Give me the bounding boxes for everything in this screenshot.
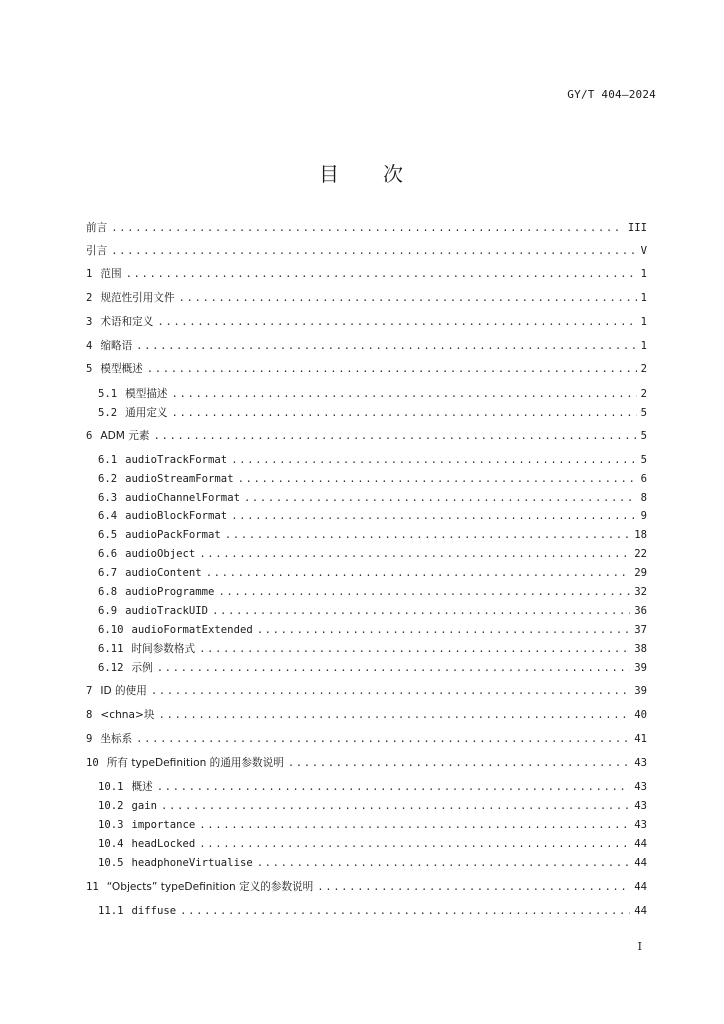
toc-number: 1: [86, 268, 93, 280]
toc-leader-dots: [147, 361, 637, 377]
toc-label: audioFormatExtended: [131, 624, 253, 636]
toc-leader-dots: [111, 220, 624, 236]
toc-page-number: 2: [640, 363, 647, 375]
toc-page-number: 36: [634, 605, 647, 617]
toc-page-number: 39: [634, 685, 647, 697]
toc-leader-dots: [231, 508, 636, 524]
toc-number: 6.8: [98, 586, 118, 598]
toc-entry[interactable]: [98, 836, 647, 852]
toc-page-number: 1: [640, 292, 647, 304]
toc-page-number: 44: [634, 857, 647, 869]
toc-page-number: 1: [640, 268, 647, 280]
toc-leader-dots: [288, 755, 630, 771]
toc-entry[interactable]: [98, 471, 647, 487]
toc-page-number: V: [640, 245, 647, 257]
toc-number: 6: [86, 430, 93, 442]
toc-number: 11.1: [98, 905, 124, 917]
toc-label: audioBlockFormat: [125, 510, 228, 522]
toc-page-number: 22: [634, 548, 647, 560]
toc-entry[interactable]: [98, 584, 647, 600]
toc-label: importance: [131, 819, 196, 831]
toc-page-number: 5: [640, 454, 647, 466]
toc-leader-dots: [199, 546, 630, 562]
toc-leader-dots: [136, 338, 636, 354]
toc-label: 模型概述: [100, 363, 143, 375]
toc-number: 11: [86, 881, 99, 893]
toc-number: 6.11: [98, 643, 124, 655]
toc-entry[interactable]: [98, 527, 647, 543]
toc-label: 缩略语: [100, 340, 133, 352]
toc-entry[interactable]: [98, 508, 647, 524]
toc-entry[interactable]: [86, 683, 647, 699]
toc-number: 5.1: [98, 388, 118, 400]
toc-number: 9: [86, 733, 93, 745]
toc-number: 6.2: [98, 473, 118, 485]
toc-number: 10.2: [98, 800, 124, 812]
toc-label: 时间参数格式: [131, 643, 196, 655]
toc-leader-dots: [157, 660, 631, 676]
toc-leader-dots: [154, 428, 637, 444]
toc-page-number: III: [627, 222, 647, 234]
toc-entry[interactable]: [98, 565, 647, 581]
toc-leader-dots: [225, 527, 630, 543]
toc-number: 10.4: [98, 838, 124, 850]
title-char-2: 次: [383, 162, 405, 186]
toc-number: 7: [86, 685, 93, 697]
toc-label: 前言: [86, 222, 108, 234]
toc-leader-dots: [218, 584, 630, 600]
toc-entry[interactable]: [98, 490, 647, 506]
toc-label: 所有 typeDefinition 的通用参数说明: [106, 757, 284, 769]
toc-page-number: 6: [640, 473, 647, 485]
toc-page-number: 39: [634, 662, 647, 674]
toc-label: 概述: [131, 781, 153, 793]
toc-page-number: 5: [640, 407, 647, 419]
page-title: [0, 158, 724, 187]
toc-entry[interactable]: [98, 798, 647, 814]
toc-number: 6.3: [98, 492, 118, 504]
toc-number: 6.9: [98, 605, 118, 617]
toc-leader-dots: [257, 855, 631, 871]
toc-label: 规范性引用文件: [100, 292, 175, 304]
toc-leader-dots: [238, 471, 637, 487]
toc-leader-dots: [199, 817, 630, 833]
toc-leader-dots: [157, 779, 631, 795]
toc-page-number: 9: [640, 510, 647, 522]
toc-leader-dots: [199, 836, 630, 852]
toc-entry[interactable]: [98, 622, 647, 638]
toc-page-number: 1: [640, 316, 647, 328]
toc-label: 范围: [100, 268, 122, 280]
toc-label: headphoneVirtualise: [131, 857, 253, 869]
toc-number: 8: [86, 709, 93, 721]
toc-leader-dots: [158, 707, 630, 723]
toc-leader-dots: [244, 490, 637, 506]
toc-label: <chna>块: [100, 709, 155, 721]
toc-number: 6.12: [98, 662, 124, 674]
toc-entry[interactable]: [86, 755, 647, 771]
toc-label: audioPackFormat: [125, 529, 221, 541]
toc-entry[interactable]: [86, 243, 647, 259]
toc-number: 10.1: [98, 781, 124, 793]
toc-page-number: 43: [634, 819, 647, 831]
page-number: I: [637, 940, 642, 953]
toc-label: audioTrackFormat: [125, 454, 228, 466]
toc-number: 10: [86, 757, 99, 769]
toc-number: 3: [86, 316, 93, 328]
toc-page-number: 29: [634, 567, 647, 579]
toc-number: 10.3: [98, 819, 124, 831]
toc-label: ADM 元素: [100, 430, 150, 442]
toc-leader-dots: [199, 641, 630, 657]
toc-entry[interactable]: [86, 879, 647, 895]
toc-page-number: 1: [640, 340, 647, 352]
toc-leader-dots: [257, 622, 631, 638]
toc-entry[interactable]: [98, 903, 647, 919]
toc-label: 引言: [86, 245, 108, 257]
standard-code: GY/T 404—2024: [567, 88, 656, 101]
toc-entry[interactable]: [98, 452, 647, 468]
toc-label: 示例: [131, 662, 153, 674]
toc-entry[interactable]: [98, 603, 647, 619]
toc-number: 6.5: [98, 529, 118, 541]
toc-label: audioChannelFormat: [125, 492, 240, 504]
toc-label: audioObject: [125, 548, 196, 560]
toc-entry[interactable]: [86, 314, 647, 330]
toc-entry[interactable]: [98, 779, 647, 795]
toc-number: 5.2: [98, 407, 118, 419]
toc-page-number: 37: [634, 624, 647, 636]
toc-label: 术语和定义: [100, 316, 154, 328]
toc-page-number: 43: [634, 781, 647, 793]
toc-leader-dots: [212, 603, 630, 619]
toc-label: audioTrackUID: [125, 605, 209, 617]
toc-number: 2: [86, 292, 93, 304]
toc-leader-dots: [317, 879, 630, 895]
toc-label: “Objects” typeDefinition 定义的参数说明: [106, 881, 314, 893]
toc-number: 6.4: [98, 510, 118, 522]
toc-leader-dots: [172, 405, 637, 421]
toc-page-number: 32: [634, 586, 647, 598]
toc-leader-dots: [126, 266, 637, 282]
toc-number: 10.5: [98, 857, 124, 869]
toc-entry[interactable]: [86, 338, 647, 354]
toc-entry[interactable]: [98, 817, 647, 833]
toc-entry[interactable]: [86, 220, 647, 236]
toc-leader-dots: [157, 314, 636, 330]
toc-number: 5: [86, 363, 93, 375]
toc-number: 6.6: [98, 548, 118, 560]
toc-page-number: 5: [640, 430, 647, 442]
toc-leader-dots: [136, 731, 630, 747]
toc-leader-dots: [161, 798, 630, 814]
toc-entry[interactable]: [86, 266, 647, 282]
toc-entry[interactable]: [86, 290, 647, 306]
toc-entry[interactable]: [98, 855, 647, 871]
toc-label: diffuse: [131, 905, 177, 917]
toc-label: 坐标系: [100, 733, 133, 745]
toc-page-number: 8: [640, 492, 647, 504]
toc-page-number: 44: [634, 905, 647, 917]
toc-page-number: 41: [634, 733, 647, 745]
toc-label: audioStreamFormat: [125, 473, 234, 485]
title-char-1: 目: [319, 162, 341, 186]
toc-entry[interactable]: [98, 405, 647, 421]
toc-page-number: 38: [634, 643, 647, 655]
toc-leader-dots: [231, 452, 636, 468]
toc-entry[interactable]: [86, 707, 647, 723]
toc-entry[interactable]: [86, 731, 647, 747]
toc-label: gain: [131, 800, 158, 812]
toc-label: 通用定义: [125, 407, 168, 419]
toc-entry[interactable]: [86, 361, 647, 377]
toc-number: 6.10: [98, 624, 124, 636]
toc-page-number: 43: [634, 800, 647, 812]
toc-page-number: 44: [634, 838, 647, 850]
toc-page-number: 40: [634, 709, 647, 721]
toc-number: 6.1: [98, 454, 118, 466]
toc-entry[interactable]: [98, 386, 647, 402]
toc-leader-dots: [111, 243, 636, 259]
toc-leader-dots: [151, 683, 630, 699]
toc-label: ID 的使用: [100, 685, 147, 697]
toc-entry[interactable]: [98, 660, 647, 676]
toc-leader-dots: [179, 290, 637, 306]
toc-entry[interactable]: [86, 428, 647, 444]
toc-leader-dots: [180, 903, 630, 919]
toc-label: headLocked: [131, 838, 196, 850]
toc-label: audioProgramme: [125, 586, 215, 598]
toc-leader-dots: [206, 565, 631, 581]
toc-label: 模型描述: [125, 388, 168, 400]
toc-entry[interactable]: [98, 546, 647, 562]
toc-page-number: 43: [634, 757, 647, 769]
toc-leader-dots: [172, 386, 637, 402]
toc-page-number: 44: [634, 881, 647, 893]
toc-page-number: 2: [640, 388, 647, 400]
toc-entry[interactable]: [98, 641, 647, 657]
toc-number: 4: [86, 340, 93, 352]
toc-label: audioContent: [125, 567, 202, 579]
toc-number: 6.7: [98, 567, 118, 579]
toc-page-number: 18: [634, 529, 647, 541]
